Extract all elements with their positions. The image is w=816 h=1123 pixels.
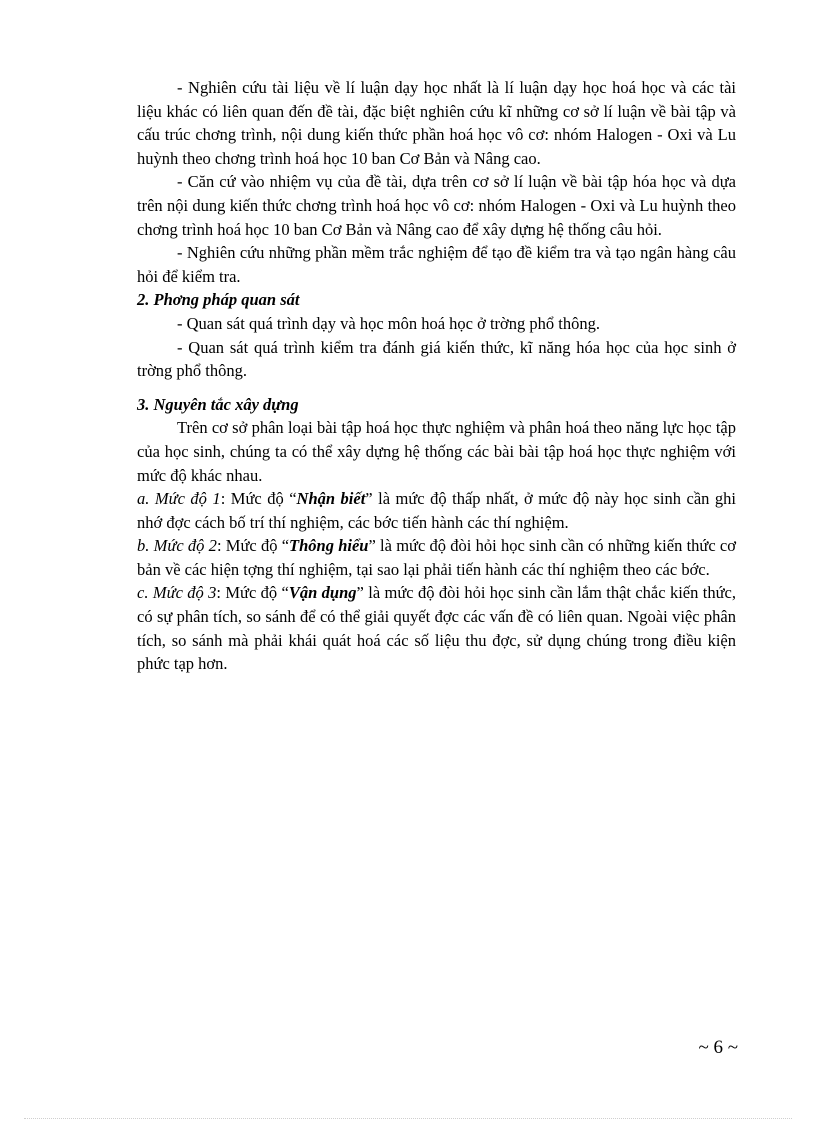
level-2-label: b. Mức độ 2 bbox=[137, 536, 217, 556]
page-number: ~ 6 ~ bbox=[698, 1037, 738, 1058]
teaching-observation-paragraph: - Quan sát quá trình dạy và học môn hoá học ở trờng phổ thông. bbox=[177, 313, 600, 333]
bottom-divider bbox=[24, 1118, 792, 1119]
level-3-paragraph bbox=[137, 581, 736, 675]
level-1-description: ” là mức độ thấp nhất, ở mức độ này học sinh cần ghi nhớ đợc cách bố trí thí nghiệm, các bớc tiến hành các thí nghiệm. bbox=[137, 489, 736, 532]
level-3-prefix: : Mức độ “ bbox=[216, 583, 289, 603]
level-1-paragraph bbox=[137, 487, 736, 534]
page-content bbox=[137, 76, 736, 676]
level-1-prefix: : Mức độ “ bbox=[220, 489, 297, 509]
construction-principles-heading: 3. Nguyên tắc xây dựng bbox=[137, 394, 299, 414]
principles-intro-paragraph: Trên cơ sở phân loại bài tập hoá học thực nghiệm và phân hoá theo năng lực học tập của học sinh, chúng ta có thể xây dựng hệ thống các bài bài tập hoá học thực nghiệm với mức độ khác nhau. bbox=[137, 418, 736, 485]
test-software-paragraph: - Nghiên cứu những phần mềm trắc nghiệm để tạo đề kiểm tra và tạo ngân hàng câu hỏi để kiểm tra. bbox=[137, 243, 736, 286]
question-system-paragraph: - Căn cứ vào nhiệm vụ của đề tài, dựa trên cơ sở lí luận về bài tập hóa học và dựa trên nội dung kiến thức chơng trình hoá học vô cơ: nhóm Halogen - Oxi và Lu huỳnh theo chơng trình hoá học 10 ban Cơ Bản và Nâng cao để xây dựng hệ thống câu hỏi. bbox=[137, 172, 736, 239]
level-1-term: Nhận biết bbox=[296, 489, 366, 509]
level-3-description: ” là mức độ đòi hỏi học sinh cần lắm thật chắc kiến thức, có sự phân tích, so sánh để có thể giải quyết đợc các vấn đề có liên quan. Ngoài việc phân tích, so sánh mà phải khái quát hoá các số liệu thu đợc, sử dụng chúng trong điều kiện phức tạp hơn. bbox=[137, 583, 736, 674]
level-1-label: a. Mức độ 1 bbox=[137, 489, 221, 509]
assessment-observation-paragraph: - Quan sát quá trình kiểm tra đánh giá kiến thức, kĩ năng hóa học của học sinh ở trờng phổ thông. bbox=[137, 337, 736, 381]
level-3-label: c. Mức độ 3 bbox=[137, 583, 217, 603]
level-3-term: Vận dụng bbox=[288, 583, 357, 603]
level-2-paragraph bbox=[137, 534, 736, 581]
level-2-description: ” là mức độ đòi hỏi học sinh cần có những kiến thức cơ bản về các hiện tợng thí nghiệm, tại sao lại phải tiến hành các thí nghiệm theo các bớc. bbox=[137, 536, 736, 579]
observation-method-heading: 2. Phơng pháp quan sát bbox=[137, 290, 300, 310]
research-documents-paragraph: - Nghiên cứu tài liệu về lí luận dạy học nhất là lí luận dạy học hoá học và các tài liệu khác có liên quan đến đề tài, đặc biệt nghiên cứu kĩ những cơ sở lí luận về bài tập và cấu trúc chơng trình, nội dung kiến thức phần hoá học vô cơ: nhóm Halogen - Oxi và Lu huỳnh theo chơng trình hoá học 10 ban Cơ Bản và Nâng cao. bbox=[137, 78, 736, 168]
level-2-prefix: : Mức độ “ bbox=[216, 536, 290, 556]
level-2-term: Thông hiểu bbox=[289, 536, 369, 556]
